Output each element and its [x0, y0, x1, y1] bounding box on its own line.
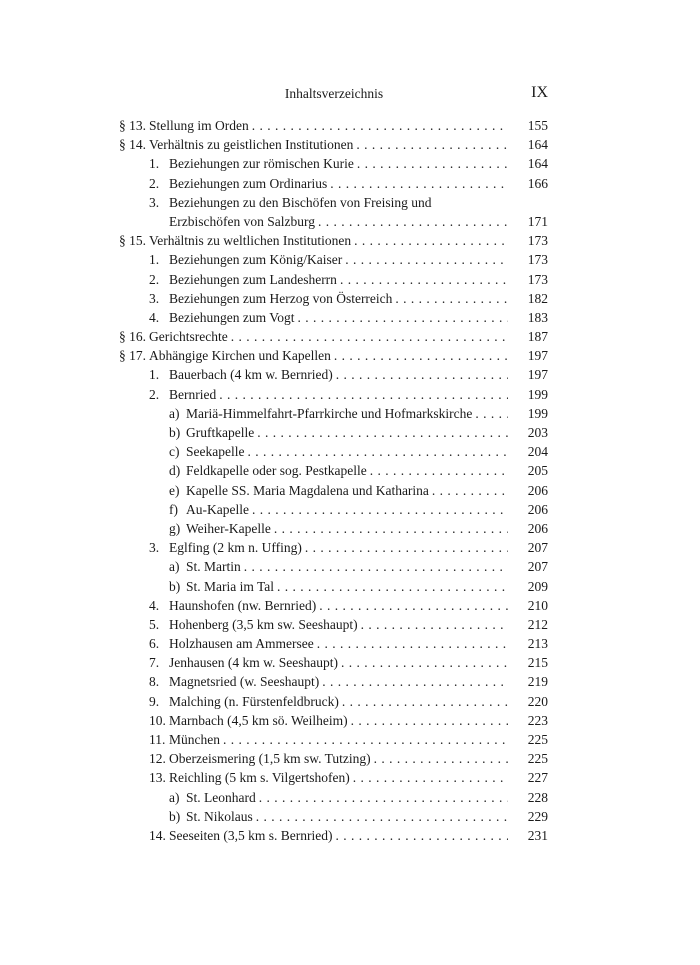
toc-entry — [119, 730, 548, 749]
toc-entry — [119, 461, 548, 480]
toc-entry — [119, 596, 548, 615]
toc-entry-title: Au-Kapelle — [186, 501, 249, 517]
dot-leader — [333, 365, 508, 384]
toc-entry — [119, 212, 548, 231]
toc-entry-page: 171 — [527, 213, 548, 229]
toc-entry — [119, 519, 548, 538]
toc-entry — [119, 692, 548, 711]
toc-entry-page: 173 — [527, 233, 548, 249]
toc-entry — [119, 116, 548, 135]
dot-leader — [271, 519, 508, 538]
toc-entry-number: 12. — [149, 751, 166, 767]
toc-entry-title: Beziehungen zur römischen Kurie — [169, 156, 354, 172]
dot-leader — [327, 174, 508, 193]
dot-leader — [337, 270, 508, 289]
toc-entry-title: Bauerbach (4 km w. Bernried) — [169, 367, 333, 383]
toc-entry-number: g) — [169, 520, 181, 536]
dot-leader — [314, 634, 508, 653]
toc-entry-number: 1. — [149, 252, 160, 268]
toc-entry-title: Erzbischöfen von Salzburg — [169, 213, 315, 229]
toc-entry-title: Weiher-Kapelle — [186, 520, 271, 536]
running-header — [120, 84, 548, 106]
toc-entry-title: Seeseiten (3,5 km s. Bernried) — [169, 827, 333, 843]
toc-entry — [119, 538, 548, 557]
dot-leader — [371, 749, 508, 768]
toc-entry-title: Seekapelle — [186, 444, 245, 460]
dot-leader — [342, 250, 508, 269]
toc-entry-number: d) — [169, 463, 181, 479]
page-number: IX — [531, 84, 548, 101]
toc-entry-number: § 16. — [119, 329, 146, 345]
toc-entry — [119, 615, 548, 634]
toc-entry-page: 207 — [527, 559, 548, 575]
toc-entry — [119, 711, 548, 730]
toc-entry-title: Beziehungen zum Ordinarius — [169, 175, 328, 191]
toc-entry-page: 225 — [527, 732, 548, 747]
toc-entry-number: § 17. — [119, 348, 146, 364]
toc-entry-title: Beziehungen zum Vogt — [169, 309, 295, 325]
toc-entry-title: Gruftkapelle — [186, 425, 255, 440]
toc-entry — [119, 193, 548, 212]
toc-entry-title: Reichling (5 km s. Vilgertshofen) — [169, 770, 350, 786]
dot-leader — [316, 596, 508, 615]
toc-entry-number: 14. — [149, 827, 166, 843]
toc-entry-number: 6. — [149, 636, 160, 652]
toc-entry — [119, 749, 548, 768]
dot-leader — [338, 653, 508, 672]
dot-leader — [241, 557, 508, 576]
toc-entry — [119, 231, 548, 250]
dot-leader — [353, 135, 508, 154]
toc-entry-number: § 13. — [119, 118, 146, 133]
dot-leader — [216, 385, 508, 404]
toc-entry — [119, 308, 548, 327]
toc-entry-title: Gerichtsrechte — [149, 329, 228, 345]
table-of-contents — [119, 116, 548, 845]
toc-entry-page: 197 — [527, 348, 548, 364]
toc-entry — [119, 653, 548, 672]
dot-leader — [315, 212, 508, 231]
toc-entry-title: Magnetsried (w. Seeshaupt) — [169, 674, 320, 690]
toc-entry — [119, 135, 548, 154]
toc-entry-number: a) — [169, 789, 180, 805]
toc-entry-number: 5. — [149, 616, 160, 632]
toc-entry-page: 173 — [527, 271, 548, 287]
toc-entry-title: Marnbach (4,5 km sö. Weilheim) — [169, 712, 348, 728]
toc-entry-title: Bernried — [169, 386, 217, 402]
toc-entry-number: 9. — [149, 693, 160, 709]
toc-entry-page: 197 — [527, 367, 548, 383]
toc-entry — [119, 174, 548, 193]
toc-entry-page: 203 — [527, 425, 548, 440]
dot-leader — [332, 826, 508, 845]
toc-entry-title: Verhältnis zu geistlichen Institutionen — [149, 137, 354, 153]
toc-entry — [119, 365, 548, 384]
toc-entry — [119, 826, 548, 845]
toc-entry — [119, 500, 548, 519]
toc-entry-number: 13. — [149, 770, 166, 786]
toc-entry-title: Abhängige Kirchen und Kapellen — [149, 348, 331, 364]
toc-entry-title: Stellung im Orden — [149, 118, 249, 133]
dot-leader — [319, 672, 508, 691]
toc-entry-number: f) — [169, 501, 178, 517]
toc-entry-page: 205 — [527, 463, 548, 479]
toc-entry-number: 10. — [149, 712, 166, 728]
dot-leader — [253, 807, 508, 826]
toc-entry-title: Oberzeismering (1,5 km sw. Tutzing) — [169, 751, 371, 767]
toc-entry-page: 182 — [527, 290, 548, 306]
toc-entry-number: 3. — [149, 290, 160, 306]
toc-entry-page: 206 — [527, 501, 548, 517]
toc-entry-title: Verhältnis zu weltlichen Institutionen — [149, 233, 352, 249]
toc-entry-page: 219 — [527, 674, 548, 690]
dot-leader — [228, 327, 508, 346]
toc-entry — [119, 154, 548, 173]
toc-entry — [119, 289, 548, 308]
toc-entry — [119, 557, 548, 576]
toc-entry — [119, 634, 548, 653]
toc-entry-page: 173 — [527, 252, 548, 268]
dot-leader — [256, 788, 508, 807]
toc-entry-number: e) — [169, 482, 180, 498]
toc-entry-number: b) — [169, 425, 181, 440]
dot-leader — [249, 116, 508, 135]
toc-entry — [119, 442, 548, 461]
toc-entry-title: Beziehungen zum Herzog von Österreich — [169, 290, 393, 306]
dot-leader — [331, 346, 508, 365]
dot-leader — [351, 231, 508, 250]
toc-entry-number: 2. — [149, 386, 160, 402]
toc-entry-title: Beziehungen zum Landesherrn — [169, 271, 337, 287]
running-title: Inhaltsverzeichnis — [284, 86, 384, 101]
toc-entry-title: Jenhausen (4 km w. Seeshaupt) — [169, 655, 338, 671]
toc-entry-title: Mariä-Himmelfahrt-Pfarrkirche und Hofmarkskirche — [186, 405, 473, 421]
toc-entry-page: 213 — [527, 636, 548, 652]
toc-entry — [119, 404, 548, 423]
toc-entry-page: 220 — [527, 693, 548, 709]
toc-entry-number: a) — [169, 559, 180, 575]
toc-entry-number: 3. — [149, 194, 160, 210]
toc-entry-page: 206 — [527, 520, 548, 536]
toc-entry-page: 228 — [527, 789, 548, 805]
toc-entry-page: 204 — [527, 444, 548, 460]
toc-entry-page: 166 — [527, 175, 548, 191]
toc-entry — [119, 672, 548, 691]
toc-entry-page: 225 — [527, 751, 548, 767]
toc-entry — [119, 250, 548, 269]
toc-entry-page: 215 — [527, 655, 548, 671]
toc-entry-number: b) — [169, 578, 181, 594]
dot-leader — [472, 404, 508, 423]
dot-leader — [429, 481, 508, 500]
toc-entry-page: 231 — [527, 827, 548, 843]
toc-entry-number: 4. — [149, 597, 160, 613]
toc-entry-title: München — [169, 732, 220, 747]
toc-entry-title: Feldkapelle oder sog. Pestkapelle — [186, 463, 367, 479]
toc-entry-number: a) — [169, 405, 180, 421]
toc-entry-title: Eglfing (2 km n. Uffing) — [169, 540, 302, 556]
toc-entry-page: 227 — [527, 770, 548, 786]
toc-entry-page: 199 — [527, 405, 548, 421]
toc-entry-title: Beziehungen zu den Bischöfen von Freising und — [169, 194, 432, 210]
toc-entry-page: 209 — [527, 578, 548, 594]
toc-entry — [119, 385, 548, 404]
toc-entry — [119, 481, 548, 500]
dot-leader — [249, 500, 508, 519]
toc-entry-number: § 14. — [119, 137, 146, 153]
toc-entry-page: 187 — [527, 329, 548, 345]
toc-entry-title: Hohenberg (3,5 km sw. Seeshaupt) — [169, 616, 358, 632]
toc-entry — [119, 807, 548, 826]
toc-entry-number: 4. — [149, 309, 160, 325]
toc-entry-number: 2. — [149, 271, 160, 287]
dot-leader — [358, 615, 508, 634]
toc-entry-page: 229 — [527, 808, 548, 824]
toc-entry-page: 164 — [527, 156, 548, 172]
toc-entry-title: Kapelle SS. Maria Magdalena und Katharina — [186, 482, 429, 498]
toc-entry-page: 206 — [527, 482, 548, 498]
dot-leader — [220, 730, 508, 749]
dot-leader — [367, 461, 508, 480]
toc-entry-number: 3. — [149, 540, 160, 556]
dot-leader — [274, 577, 508, 596]
toc-entry-title: St. Nikolaus — [186, 808, 253, 824]
toc-entry-page: 155 — [527, 118, 548, 133]
toc-entry — [119, 270, 548, 289]
toc-entry-title: St. Leonhard — [186, 789, 256, 805]
toc-entry-number: 7. — [149, 655, 160, 671]
toc-entry-page: 223 — [527, 712, 548, 728]
toc-entry-number: 11. — [149, 732, 166, 747]
toc-entry-title: Holzhausen am Ammersee — [169, 636, 314, 652]
dot-leader — [350, 768, 508, 787]
toc-entry — [119, 577, 548, 596]
toc-entry-title: St. Maria im Tal — [186, 578, 275, 594]
toc-entry-number: c) — [169, 444, 180, 460]
toc-entry-number: 8. — [149, 674, 160, 690]
toc-entry-number: 1. — [149, 156, 160, 172]
toc-entry-page: 207 — [527, 540, 548, 556]
toc-entry-number: § 15. — [119, 233, 146, 249]
dot-leader — [244, 442, 508, 461]
toc-entry-number: 2. — [149, 175, 160, 191]
toc-entry — [119, 423, 548, 442]
toc-entry-number: b) — [169, 808, 181, 824]
toc-entry-page: 210 — [527, 597, 548, 613]
dot-leader — [254, 423, 508, 442]
dot-leader — [339, 692, 508, 711]
toc-entry — [119, 346, 548, 365]
dot-leader — [294, 308, 508, 327]
toc-entry-page: 164 — [527, 137, 548, 153]
dot-leader — [392, 289, 508, 308]
toc-entry-title: Haunshofen (nw. Bernried) — [169, 597, 317, 613]
toc-entry-page: 183 — [527, 309, 548, 325]
toc-entry-title: Malching (n. Fürstenfeldbruck) — [169, 693, 339, 709]
toc-entry-page: 199 — [527, 386, 548, 402]
dot-leader — [348, 711, 508, 730]
dot-leader — [354, 154, 508, 173]
toc-entry — [119, 768, 548, 787]
toc-entry-title: Beziehungen zum König/Kaiser — [169, 252, 343, 268]
toc-entry — [119, 327, 548, 346]
toc-entry — [119, 788, 548, 807]
toc-entry-title: St. Martin — [186, 559, 241, 575]
dot-leader — [302, 538, 508, 557]
toc-entry-number: 1. — [149, 367, 160, 383]
toc-entry-page: 212 — [527, 616, 548, 632]
